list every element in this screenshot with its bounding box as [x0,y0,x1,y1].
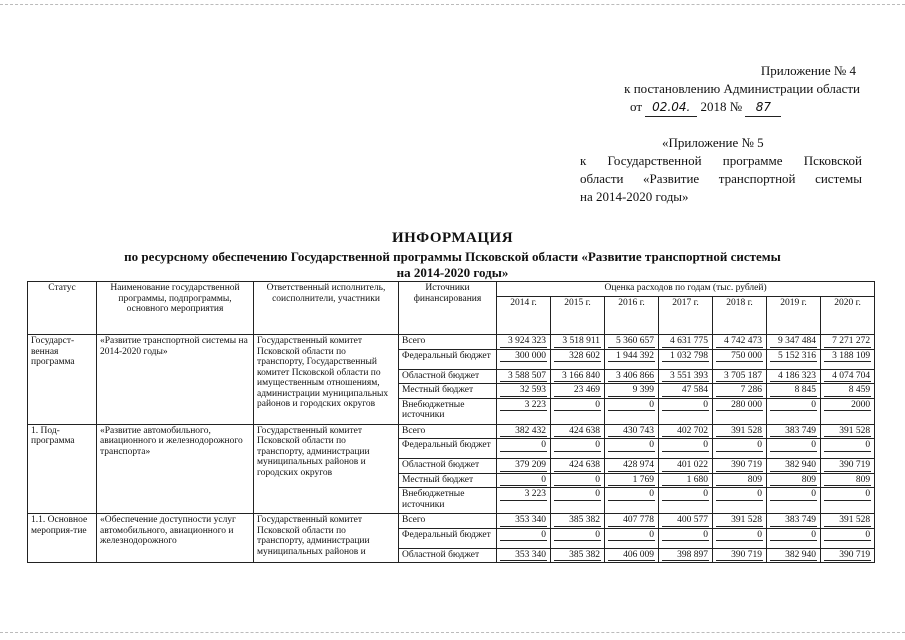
value-cell [713,424,767,439]
value-text: 0 [662,440,709,452]
value-cell [659,369,713,384]
value-cell [497,548,551,563]
value-text: 0 [554,440,601,452]
header-name: Наименование государственной программы, подпрограммы, основного мероприятия [97,282,254,335]
value-cell [605,514,659,529]
value-cell [659,459,713,474]
value-cell [497,369,551,384]
value-cell [713,349,767,369]
value-text: 5 360 657 [608,336,655,348]
value-text: 0 [824,440,871,452]
value-text: 383 749 [770,426,817,438]
value-cell [551,459,605,474]
value-cell [821,384,875,399]
value-cell [821,369,875,384]
value-cell [659,548,713,563]
value-cell [497,488,551,514]
value-cell [767,528,821,548]
value-cell [497,384,551,399]
value-text: 4 186 323 [770,371,817,383]
value-text: 0 [500,475,547,487]
value-cell [605,384,659,399]
value-cell [821,439,875,459]
value-text: 23 469 [554,385,601,397]
value-cell [497,514,551,529]
value-cell [497,398,551,424]
value-cell [605,548,659,563]
funding-source-cell: Всего [399,424,497,439]
value-cell [767,398,821,424]
appendix-4-resolution: к постановлению Администрации области [624,81,860,96]
value-text: 9 347 484 [770,336,817,348]
value-cell [713,473,767,488]
value-text: 0 [662,489,709,501]
value-cell [605,459,659,474]
value-text: 400 577 [662,515,709,527]
value-cell [551,349,605,369]
value-text: 0 [770,440,817,452]
status-cell: 1.1. Основное мероприя-тие [28,514,97,563]
value-text: 390 719 [824,550,871,562]
value-cell [659,398,713,424]
year-label: 2018 № [700,99,743,114]
value-cell [767,473,821,488]
value-cell [497,424,551,439]
appendix-5-line-4: на 2014-2020 годы» [580,189,689,204]
value-cell [605,439,659,459]
value-text: 1 680 [662,475,709,487]
value-cell [551,369,605,384]
program-name-cell: «Развитие автомобильного, авиационного и железнодорожного транспорта» [97,424,254,514]
value-text: 3 551 393 [662,371,709,383]
value-text: 3 518 911 [554,336,601,348]
value-text: 4 631 775 [662,336,709,348]
header-estimate: Оценка расходов по годам (тыс. рублей) [497,282,875,297]
value-cell [713,488,767,514]
status-cell: Государст-венная программа [28,335,97,425]
value-cell [605,335,659,350]
value-cell [767,384,821,399]
value-cell [497,473,551,488]
document-subtitle-1: по ресурсному обеспечению Государственной программы Псковской области «Развитие транспортной системы [124,249,781,264]
value-text: 402 702 [662,426,709,438]
value-text: 382 432 [500,426,547,438]
value-text: 353 340 [500,550,547,562]
value-cell [767,424,821,439]
appendix-5-title: «Приложение № 5 [662,135,764,150]
value-text: 391 528 [824,515,871,527]
funding-source-cell: Федеральный бюджет [399,528,497,548]
value-cell [659,488,713,514]
value-cell [605,398,659,424]
value-text: 3 166 840 [554,371,601,383]
value-text: 0 [770,530,817,542]
value-text: 1 944 392 [608,351,655,363]
value-cell [713,548,767,563]
value-cell [821,398,875,424]
header-year: 2014 г. [497,297,551,335]
value-cell [821,424,875,439]
value-text: 0 [716,440,763,452]
value-cell [659,384,713,399]
value-cell [497,349,551,369]
value-text: 382 940 [770,550,817,562]
value-text: 47 584 [662,385,709,397]
value-cell [605,349,659,369]
document-title: ИНФОРМАЦИЯ [391,230,514,246]
document-subtitle-2: на 2014-2020 годы» [396,265,509,280]
value-cell [551,439,605,459]
funding-source-cell: Федеральный бюджет [399,439,497,459]
value-cell [659,335,713,350]
value-cell [551,398,605,424]
value-text: 0 [824,530,871,542]
executor-cell: Государственный комитет Псковской области по транспорту, администрации муниципальных районов и городских округов [254,424,399,514]
header-source: Источники финансирования [399,282,497,335]
funding-source-cell: Областной бюджет [399,459,497,474]
value-text: 0 [608,400,655,412]
value-cell [551,548,605,563]
value-cell [713,459,767,474]
value-cell [767,369,821,384]
value-cell [605,424,659,439]
funding-source-cell: Внебюджетные источники [399,488,497,514]
value-text: 7 286 [716,385,763,397]
value-text: 809 [770,475,817,487]
value-text: 809 [716,475,763,487]
value-cell [767,514,821,529]
value-text: 391 528 [716,426,763,438]
value-text: 428 974 [608,460,655,472]
value-text: 0 [608,489,655,501]
value-cell [605,488,659,514]
value-cell [713,384,767,399]
value-cell [659,424,713,439]
program-name-cell: «Обеспечение доступности услуг автомобильного, авиационного и железнодорожного [97,514,254,563]
value-text: 32 593 [500,385,547,397]
value-cell [659,439,713,459]
value-cell [659,528,713,548]
status-cell: 1. Под-программа [28,424,97,514]
value-text: 0 [716,489,763,501]
value-text: 0 [662,530,709,542]
header-status: Статус [28,282,97,335]
header-executor: Ответственный исполнитель, соисполнители, участники [254,282,399,335]
value-cell [605,528,659,548]
value-text: 385 382 [554,515,601,527]
funding-source-cell: Всего [399,335,497,350]
appendix-5-line-2: к Государственной программе Псковской [580,153,862,168]
value-text: 3 705 187 [716,371,763,383]
value-cell [551,488,605,514]
value-text: 3 924 323 [500,336,547,348]
value-text: 353 340 [500,515,547,527]
value-cell [713,335,767,350]
value-text: 382 940 [770,460,817,472]
value-text: 750 000 [716,351,763,363]
value-text: 391 528 [716,515,763,527]
value-text: 0 [554,475,601,487]
value-cell [821,335,875,350]
value-text: 7 271 272 [824,336,871,348]
value-text: 5 152 316 [770,351,817,363]
value-cell [713,398,767,424]
funding-source-cell: Федеральный бюджет [399,349,497,369]
table-row [28,514,875,529]
value-cell [713,439,767,459]
executor-cell: Государственный комитет Псковской области по транспорту, Государственный комитет Псковской области по имущественным отношениям, администрации муниципальных районов и городских округов [254,335,399,425]
value-cell [605,473,659,488]
value-text: 3 223 [500,489,547,501]
value-cell [767,459,821,474]
header-year: 2015 г. [551,297,605,335]
value-cell [713,514,767,529]
value-text: 3 223 [500,400,547,412]
value-text: 280 000 [716,400,763,412]
value-cell [713,528,767,548]
value-cell [497,335,551,350]
value-text: 0 [554,400,601,412]
value-cell [551,335,605,350]
value-text: 1 769 [608,475,655,487]
value-cell [659,514,713,529]
value-cell [821,514,875,529]
value-text: 407 778 [608,515,655,527]
table-row [28,335,875,350]
value-cell [767,488,821,514]
value-cell [767,349,821,369]
value-text: 3 188 109 [824,351,871,363]
value-text: 406 009 [608,550,655,562]
value-text: 379 209 [500,460,547,472]
funding-source-cell: Внебюджетные источники [399,398,497,424]
value-text: 0 [554,530,601,542]
value-text: 0 [824,489,871,501]
value-text: 0 [554,489,601,501]
value-text: 430 743 [608,426,655,438]
appendix-4-date-line [630,98,860,117]
appendix-5-block [580,134,862,206]
value-text: 300 000 [500,351,547,363]
value-cell [821,488,875,514]
value-text: 8 845 [770,385,817,397]
value-text: 1 032 798 [662,351,709,363]
value-text: 0 [716,530,763,542]
value-text: 391 528 [824,426,871,438]
header-year: 2018 г. [713,297,767,335]
value-cell [821,528,875,548]
handwritten-number: 87 [745,98,781,117]
value-cell [551,473,605,488]
value-text: 2000 [824,400,871,412]
value-cell [767,439,821,459]
value-cell [497,459,551,474]
appendix-4-title: Приложение № 4 [760,63,856,78]
value-cell [713,369,767,384]
value-cell [821,548,875,563]
header-year: 2019 г. [767,297,821,335]
value-text: 390 719 [824,460,871,472]
value-text: 0 [608,440,655,452]
value-text: 424 638 [554,460,601,472]
funding-source-cell: Местный бюджет [399,384,497,399]
value-cell [821,349,875,369]
funding-source-cell: Местный бюджет [399,473,497,488]
value-cell [821,473,875,488]
value-cell [497,528,551,548]
appendix-4-block [560,62,860,117]
value-text: 390 719 [716,550,763,562]
value-cell [551,424,605,439]
value-cell [605,369,659,384]
value-cell [551,528,605,548]
value-text: 8 459 [824,385,871,397]
value-cell [659,349,713,369]
value-text: 4 742 473 [716,336,763,348]
value-text: 3 406 866 [608,371,655,383]
value-text: 9 399 [608,385,655,397]
value-text: 398 897 [662,550,709,562]
date-prefix: от [630,99,643,114]
value-text: 0 [608,530,655,542]
value-text: 0 [662,400,709,412]
header-year: 2020 г. [821,297,875,335]
value-text: 424 638 [554,426,601,438]
bottom-border-line [0,632,905,633]
funding-source-cell: Областной бюджет [399,548,497,563]
funding-source-cell: Всего [399,514,497,529]
value-text: 3 588 507 [500,371,547,383]
value-cell [551,384,605,399]
header-year: 2016 г. [605,297,659,335]
table-body [28,335,875,563]
funding-source-cell: Областной бюджет [399,369,497,384]
value-cell [659,473,713,488]
value-text: 385 382 [554,550,601,562]
appendix-5-line-3: области «Развитие транспортной системы [580,171,862,186]
value-text: 390 719 [716,460,763,472]
value-text: 4 074 704 [824,371,871,383]
value-text: 0 [770,489,817,501]
top-border-line [0,4,905,5]
executor-cell: Государственный комитет Псковской области по транспорту, администрации муниципальных районов и [254,514,399,563]
value-cell [551,514,605,529]
value-text: 0 [770,400,817,412]
value-cell [767,335,821,350]
handwritten-date: 02.04. [645,98,697,117]
value-cell [821,459,875,474]
value-text: 0 [500,440,547,452]
value-cell [767,548,821,563]
program-name-cell: «Развитие транспортной системы на 2014-2020 годы» [97,335,254,425]
value-text: 383 749 [770,515,817,527]
value-text: 401 022 [662,460,709,472]
value-text: 328 602 [554,351,601,363]
value-text: 809 [824,475,871,487]
header-year: 2017 г. [659,297,713,335]
resource-table [27,281,875,563]
value-cell [497,439,551,459]
table-row [28,424,875,439]
value-text: 0 [500,530,547,542]
